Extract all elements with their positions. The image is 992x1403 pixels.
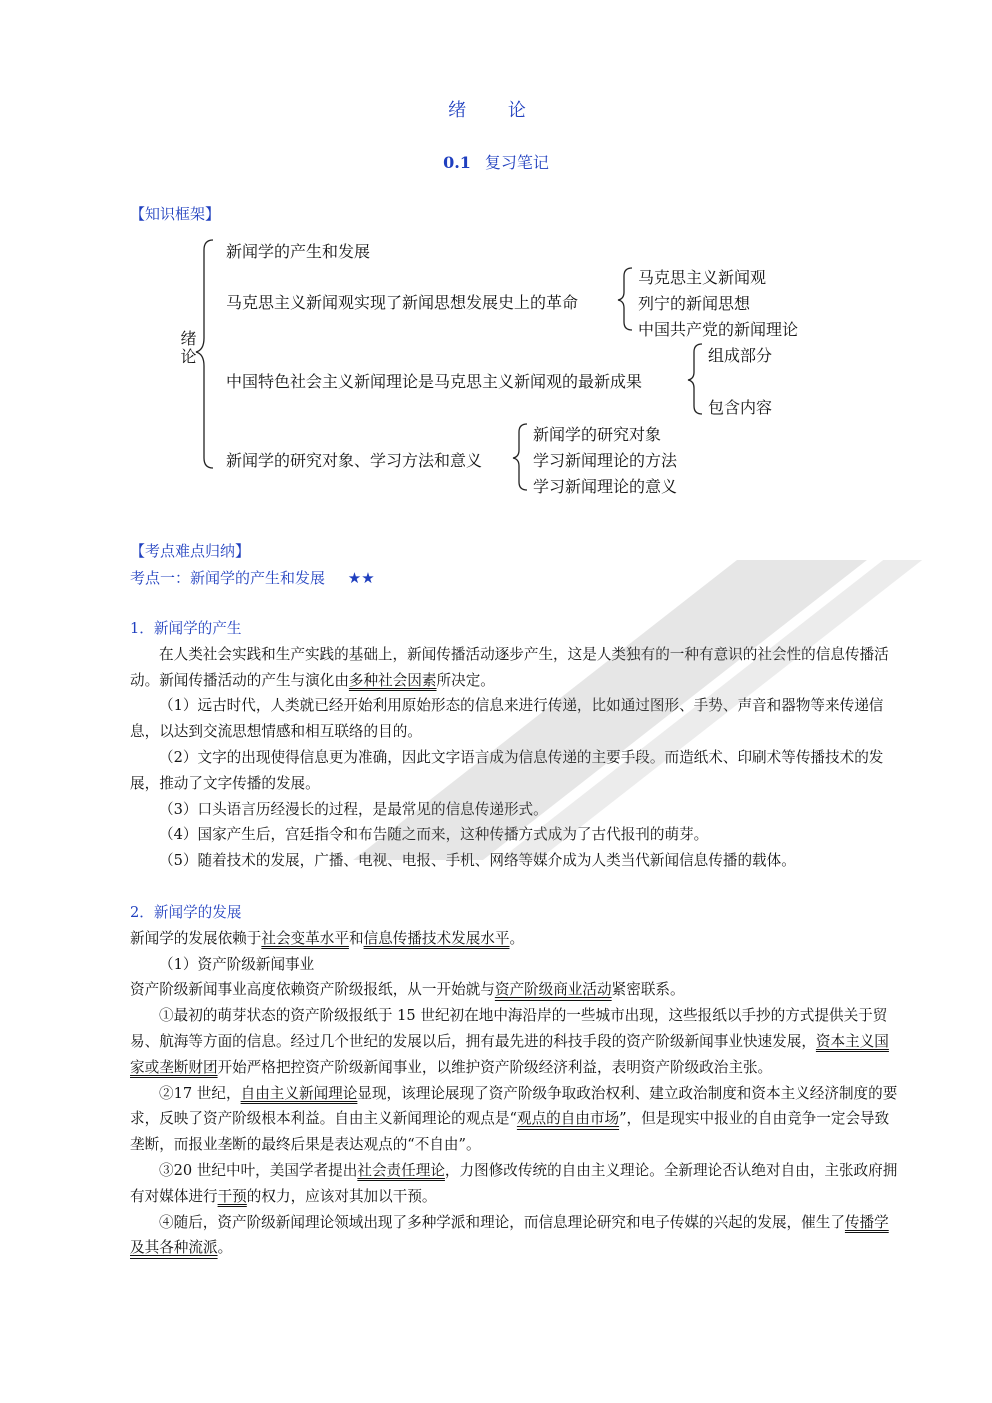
knowledge-framework [0, 0, 992, 520]
key-term: 社会变革水平 [261, 929, 349, 947]
key-term: 观点的自由市场 [516, 1110, 620, 1128]
framework-subitem: 包含内容 [708, 398, 773, 417]
paragraph: （4）国家产生后，宫廷指令和布告随之而来，这种传播方式成为了古代报刊的萌芽。 [159, 826, 709, 844]
framework-root: 绪论 [178, 330, 197, 366]
paragraph: ②17 世纪，自由主义新闻理论显现，该理论展现了资产阶级争取政治权利、建立政治制度和资本主义经济制度的要求，反映了资产阶级根本利益。自由主义新闻理论的观点是“观点的自由市场”，但是现实中报业的自由竞争一定会导致垄断，而报业垄断的最终后果是表达观点的“不自由”。 [130, 1084, 898, 1154]
key-point-title: 考点一：新闻学的产生和发展 [130, 569, 326, 587]
framework-item: 新闻学的产生和发展 [226, 242, 371, 261]
section-content [130, 616, 900, 1261]
paragraph: （2）文字的出现使得信息更为准确，因此文字语言成为信息传递的主要手段。而造纸术、印刷术等传播技术的发展，推动了文字传播的发展。 [130, 748, 884, 792]
paragraph: ③20 世纪中叶，美国学者提出社会责任理论，力图修改传统的自由主义理论。全新理论否认绝对自由，主张政府拥有对媒体进行干预的权力，应该对其加以干预。 [130, 1161, 898, 1205]
key-points-label: 【考点难点归纳】 [130, 542, 251, 560]
paragraph: 新闻学的发展依赖于社会变革水平和信息传播技术发展水平。 [130, 929, 525, 947]
framework-subitem: 新闻学的研究对象 [533, 425, 662, 444]
framework-subitem: 组成部分 [708, 346, 773, 365]
paragraph: 在人类社会实践和生产实践的基础上，新闻传播活动逐步产生，这是人类独有的一种有意识的社会性的信息传播活动。新闻传播活动的产生与演化由多种社会因素所决定。 [130, 645, 889, 689]
paragraph: ①最初的萌芽状态的资产阶级报纸于 15 世纪初在地中海沿岸的一些城市出现，这些报纸以手抄的方式提供关于贸易、航海等方面的信息。经过几个世纪的发展以后，拥有最先进的科技手段的资产阶级新闻事业快速发展，资本主义国家或垄断财团开始严格把控资产阶级新闻事业，以维护资产阶级经济利益，表明资产阶级政治主张。 [130, 1007, 889, 1076]
subsection-heading: 2．新闻学的发展 [130, 903, 242, 921]
section-name: 复习笔记 [484, 153, 549, 172]
key-term: 社会责任理论 [357, 1161, 445, 1179]
star-rating: ★★ [347, 569, 375, 587]
paragraph: （1）资产阶级新闻事业 [159, 955, 315, 973]
paragraph: （3）口头语言历经漫长的过程，是最常见的信息传递形式。 [159, 800, 548, 818]
key-term: 干预 [217, 1187, 247, 1205]
subsection-heading: 1．新闻学的产生 [130, 620, 242, 637]
paragraph: （1）远古时代，人类就已经开始利用原始形态的信息来进行传递，比如通过图形、手势、声音和器物等来传递信息，以达到交流思想情感和相互联络的目的。 [130, 697, 884, 741]
paragraph: （5）随着技术的发展，广播、电视、电报、手机、网络等媒介成为人类当代新闻信息传播的载体。 [159, 852, 796, 870]
section-number: 0.1 [443, 153, 471, 172]
framework-subitem: 学习新闻理论的方法 [533, 451, 678, 470]
framework-subitem: 马克思主义新闻观 [638, 268, 767, 287]
key-term: 资本主义国家或垄断财团 [130, 1032, 889, 1076]
key-term: 多种社会因素 [348, 671, 437, 689]
key-term: 传播学及其各种流派 [130, 1213, 889, 1257]
key-point-heading [130, 567, 375, 588]
key-term: 资产阶级商业活动 [494, 981, 612, 999]
chapter-title: 绪 论 [448, 100, 544, 121]
framework-subitem: 学习新闻理论的意义 [533, 477, 678, 496]
paragraph: 资产阶级新闻事业高度依赖资产阶级报纸，从一开始就与资产阶级商业活动紧密联系。 [130, 981, 685, 999]
framework-item: 中国特色社会主义新闻理论是马克思主义新闻观的最新成果 [226, 372, 643, 391]
framework-subitem: 列宁的新闻思想 [638, 294, 751, 313]
framework-item: 新闻学的研究对象、学习方法和意义 [226, 451, 483, 470]
framework-item: 马克思主义新闻观实现了新闻思想发展史上的革命 [226, 293, 579, 312]
framework-braces [0, 0, 992, 520]
framework-subitem: 中国共产党的新闻理论 [638, 320, 799, 339]
key-term: 信息传播技术发展水平 [363, 929, 510, 947]
framework-label: 【知识框架】 [130, 205, 221, 223]
paragraph: ④随后，资产阶级新闻理论领域出现了多种学派和理论，而信息理论研究和电子传媒的兴起的发展，催生了传播学及其各种流派。 [130, 1213, 889, 1257]
key-term: 自由主义新闻理论 [240, 1084, 358, 1102]
